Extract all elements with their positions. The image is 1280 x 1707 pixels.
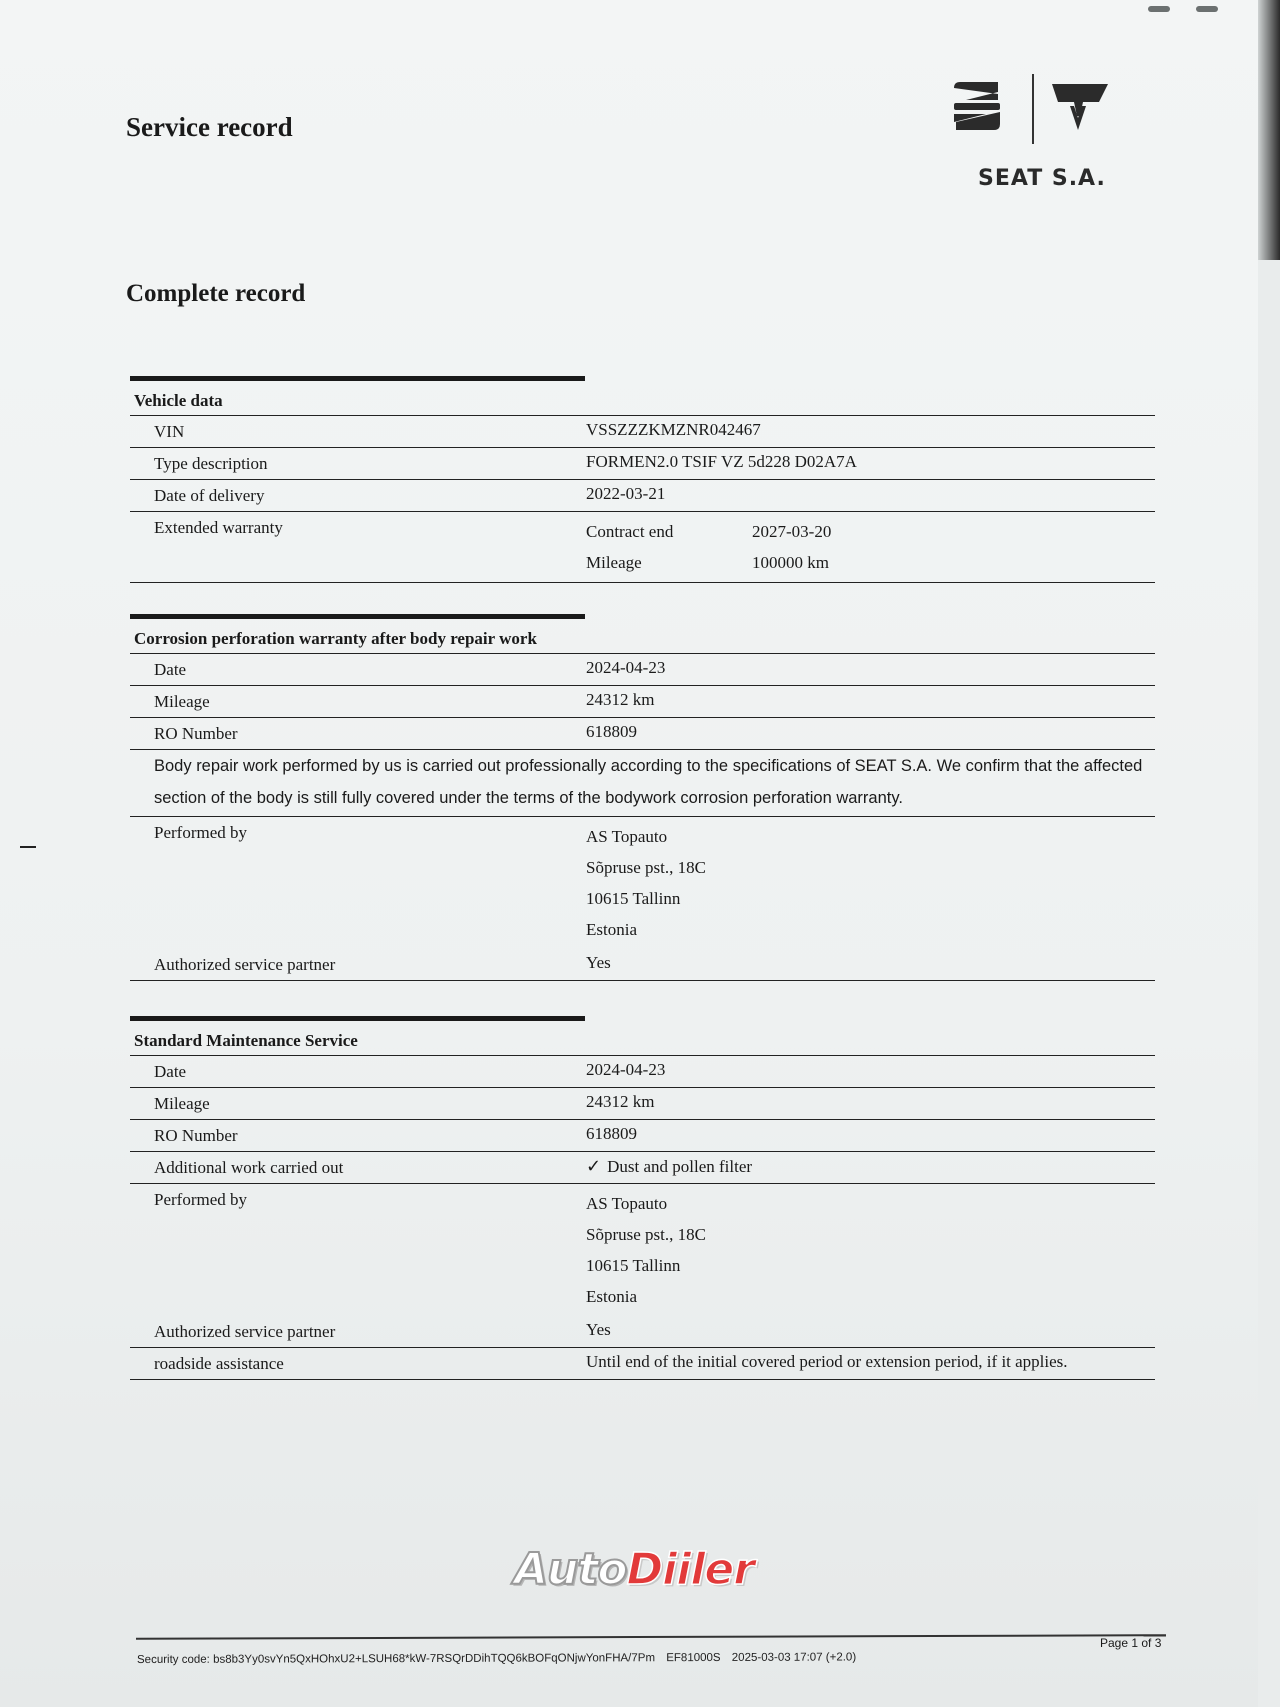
table-row xyxy=(130,1088,1155,1120)
row-label: Extended warranty xyxy=(154,518,283,537)
dealer-city: 10615 Tallinn xyxy=(586,1256,681,1275)
row-value: 2024-04-23 xyxy=(586,658,666,677)
section-heading: Vehicle data xyxy=(130,387,1155,416)
row-label: Authorized service partner xyxy=(154,1322,336,1341)
paper-edge-shadow xyxy=(1258,0,1280,260)
row-label: Mileage xyxy=(154,692,210,711)
table-row xyxy=(130,480,1155,512)
dealer-name: AS Topauto xyxy=(586,827,668,846)
row-label: Additional work carried out xyxy=(154,1158,344,1177)
page-number: Page 1 of 3 xyxy=(1100,1636,1162,1650)
dealer-country: Estonia xyxy=(586,1287,637,1306)
checkmark-icon: ✓ xyxy=(586,1156,602,1177)
row-label: RO Number xyxy=(154,724,238,743)
watermark-part: Auto xyxy=(514,1544,627,1595)
row-label: roadside assistance xyxy=(154,1354,284,1373)
row-label: Mileage xyxy=(154,1094,210,1113)
row-label: Date xyxy=(154,1062,187,1081)
row-label: Date of delivery xyxy=(154,486,265,505)
company-name: SEAT S.A. xyxy=(978,166,1106,191)
autodiiler-watermark xyxy=(514,1544,754,1595)
sub-label: Mileage xyxy=(586,553,642,572)
contract-end-line xyxy=(586,516,1155,547)
table-row xyxy=(130,949,1155,981)
table-row xyxy=(130,1152,1155,1184)
corrosion-warranty-section xyxy=(130,614,1155,981)
footer xyxy=(137,1651,864,1666)
mileage-line xyxy=(586,547,1155,578)
table-row xyxy=(130,654,1155,686)
table-row xyxy=(130,416,1155,448)
table-row xyxy=(130,1184,1155,1316)
warranty-statement: Body repair work performed by us is carried out professionally according to the specifications of SEAT S.A. We confirm that the affected section of the body is still fully covered under the terms of the bodywork corrosion perforation warranty. xyxy=(130,750,1155,817)
row-value: 24312 km xyxy=(586,1092,655,1111)
table-row xyxy=(130,1120,1155,1152)
row-value xyxy=(586,512,1155,582)
row-label: Performed by xyxy=(154,1190,248,1209)
row-value: 2022-03-21 xyxy=(586,484,666,503)
section-bar xyxy=(130,614,585,619)
section-bar xyxy=(130,376,585,381)
row-value: Yes xyxy=(586,953,611,972)
timestamp: 2025-03-03 17:07 (+2.0) xyxy=(731,1651,857,1664)
row-value xyxy=(586,1152,1155,1181)
row-value: 618809 xyxy=(586,722,637,741)
row-label: Authorized service partner xyxy=(154,955,336,974)
maintenance-section xyxy=(130,1016,1155,1380)
row-value: VSSZZZKMZNR042467 xyxy=(586,420,761,439)
row-label: Type description xyxy=(154,454,268,473)
row-label: VIN xyxy=(154,422,185,441)
table-row xyxy=(130,1056,1155,1088)
dealer-country: Estonia xyxy=(586,920,637,939)
margin-mark xyxy=(20,846,36,848)
section-bar xyxy=(130,1016,585,1021)
row-label: RO Number xyxy=(154,1126,238,1145)
row-value: 24312 km xyxy=(586,690,655,709)
table-row xyxy=(130,1316,1155,1348)
document-code: EF81000S xyxy=(666,1651,721,1665)
clip-icon xyxy=(1148,6,1170,12)
vehicle-data-section xyxy=(130,376,1155,583)
table-row xyxy=(130,448,1155,480)
section-heading: Corrosion perforation warranty after body repair work xyxy=(130,625,1155,654)
page-title: Service record xyxy=(126,112,293,142)
additional-work: Dust and pollen filter xyxy=(607,1157,753,1176)
dealer-street: Sõpruse pst., 18C xyxy=(586,1225,706,1244)
row-value: Yes xyxy=(586,1320,611,1339)
watermark-part: Diiler xyxy=(626,1544,754,1595)
dealer-street: Sõpruse pst., 18C xyxy=(586,858,706,877)
row-value xyxy=(586,817,1155,949)
table-row xyxy=(130,718,1155,750)
table-row xyxy=(130,512,1155,583)
row-value: 618809 xyxy=(586,1124,637,1143)
row-value: Until end of the initial covered period or extension period, if it applies. xyxy=(586,1352,1068,1371)
logo-divider xyxy=(1032,74,1034,144)
section-heading: Standard Maintenance Service xyxy=(130,1027,1155,1056)
table-row xyxy=(130,686,1155,718)
sub-label: Contract end xyxy=(586,522,674,541)
row-value: 2024-04-23 xyxy=(586,1060,666,1079)
row-value: FORMEN2.0 TSIF VZ 5d228 D02A7A xyxy=(586,452,857,471)
dealer-name: AS Topauto xyxy=(586,1194,668,1213)
sub-value: 2027-03-20 xyxy=(752,522,832,541)
dealer-city: 10615 Tallinn xyxy=(586,889,681,908)
row-label: Performed by xyxy=(154,823,248,842)
row-value xyxy=(586,1184,1155,1316)
security-code: Security code: bs8b3Yy0svYn5QxHOhxU2+LSUH68*kW-7RSQrDDihTQQ6kBOFqONjwYonFHA/7Pm xyxy=(136,1652,656,1666)
table-row xyxy=(130,817,1155,949)
sub-value: 100000 km xyxy=(752,553,829,572)
table-row xyxy=(130,1348,1155,1380)
row-label: Date xyxy=(154,660,187,679)
section-title: Complete record xyxy=(126,280,306,307)
clip-icon xyxy=(1196,6,1218,12)
